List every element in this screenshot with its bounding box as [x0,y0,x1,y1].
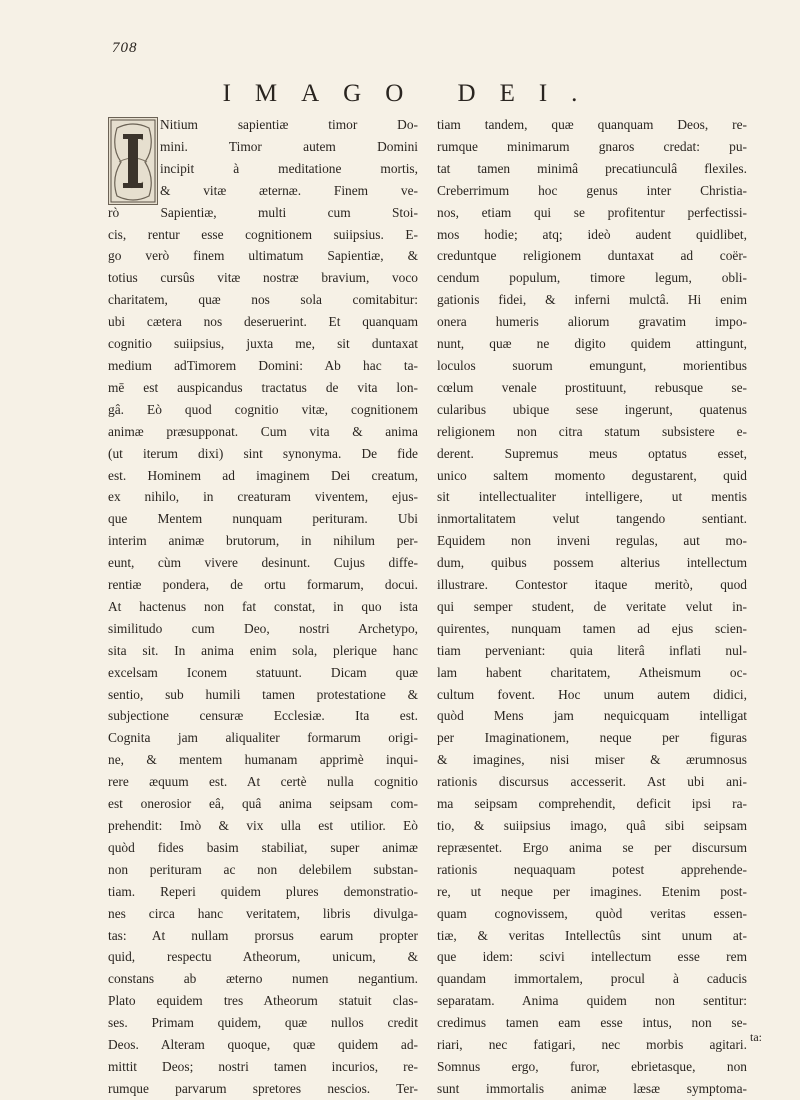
text-line: Somnus ergo, furor, ebrietasque, non [437,1058,747,1074]
text-line: similitudo cum Deo, nostri Archetypo, [108,620,418,636]
text-line: (ut iterum dixi) sint synonyma. De fide [108,445,418,461]
text-line: tiam tandem, quæ quanquam Deos, re- [437,117,747,132]
text-line: & imagines, nisi miser & ærumnosus [437,752,747,768]
page-number: 708 [112,40,138,56]
text-line: rationis nequaquam potest apprehende- [437,861,747,877]
text-line: mos hodie; atq; ideò audent quidlibet, [437,226,747,242]
text-line: derent. Supremus meus optatus esset, [437,445,747,461]
text-line: ubi cætera nos deseruerint. Et quanquam [108,314,418,330]
text-line: nos, etiam qui se profitentur perfectissi- [437,204,747,220]
text-line: Deos. Alteram quoque, quæ quidem ad- [108,1037,418,1053]
text-line: nes circa hanc veritatem, libris divulga- [108,905,418,921]
text-line: quam cognovissem, quòd veritas essen- [437,905,747,921]
text-line: mittit Deos; nostri tamen incurios, re- [108,1058,418,1074]
text-line: gâ. Eò quod cognitio vitæ, cognitionem [108,401,418,417]
text-line: go verò finem ultimatum Sapientiæ, & [108,248,418,264]
text-line: rumque parvarum spretores nescios. Ter- [108,1080,418,1096]
text-line: medium adTimorem Domini: Ab hac ta- [108,357,418,373]
text-line: mini. Timor autem Domini [160,138,418,154]
text-line: tiam. Reperi quidem plures demonstratio- [108,883,418,899]
text-line: tas: At nullam prorsus earum propter [108,927,418,943]
text-line: cultum fovent. Hoc unum autem didici, [437,686,747,702]
text-line: est onerosior eâ, quâ anima seipsam com- [108,796,418,812]
text-line: animæ præsupponat. Cum vita & anima [108,423,418,439]
text-line: sit intellectualiter intelligere, ut mentis [437,489,747,505]
text-line: mē est auspicandus tractatus de vita lon- [108,379,418,395]
text-line: At hactenus non fat constat, in quo ista [108,598,418,614]
text-line: lam habent charitatem, Atheismum oc- [437,664,747,680]
text-line: cularibus ubique sese ingerunt, quatenus [437,401,747,417]
text-line: & vitæ æternæ. Finem ve- [160,182,418,198]
text-line: est. Hominem ad imaginem Dei creatum, [108,467,418,483]
left-column [108,114,418,1100]
text-line: tiæ, & veritas Intellectûs sint unum at- [437,927,747,943]
text-line: rere æquum est. At certè nulla cognitio [108,774,418,790]
text-line: dum, quibus possem alterius intellectum [437,555,747,571]
text-line: sita sit. In anima enim sola, plerique hanc [108,642,418,658]
text-line: Cognita jam aliqualiter formarum origi- [108,730,418,746]
text-line: rò Sapientiæ, multi cum Stoi- [108,204,418,220]
text-line: ex nihilo, in creaturam viventem, ejus- [108,489,418,505]
text-line: totius cursûs vitæ nostræ bravium, voco [108,270,418,286]
text-line: excelsam Iconem statuunt. Dicam quæ [108,664,418,680]
text-line: Nitium sapientiæ timor Do- [160,117,418,132]
text-line: riari, nec fatigari, nec morbis agitari. [437,1037,747,1053]
text-line: cendum populum, timore legum, obli- [437,270,747,286]
text-line: quid, respectu Atheorum, unicum, & [108,949,418,965]
text-line: cognitio suiipsius, juxta me, sit duntaxat [108,336,418,352]
text-line: tat tamen minimâ precatiunculâ flexiles. [437,160,747,176]
text-line: repræsentet. Ergo anima se per discursum [437,839,747,855]
catchword: ta: [750,1030,762,1044]
text-line: quandam immortalem, procul à caducis [437,971,747,987]
text-line: subjectione censuræ Ecclesiæ. Ita est. [108,708,418,724]
text-line: charitatem, quæ nos sola comitabitur: [108,292,418,308]
text-line: creduntque religionem duntaxat ad coër- [437,248,747,264]
text-line: cis, rentur esse cognitionem suiipsius. E- [108,226,418,242]
text-line: que idem: scivi intellectum esse rem [437,949,747,965]
text-line: rationis discursus accesserit. Ast ubi ani- [437,774,747,790]
text-line: rumque minimarum gnaros credat: pu- [437,138,747,154]
text-line: quirentes, nunquam tamen ad ejus scien- [437,620,747,636]
text-line: separatam. Anima quidem non sentitur: [437,993,747,1009]
text-line: rentiæ pondera, de ortu formarum, docui. [108,577,418,593]
text-line: Equidem non inveni regulas, aut mo- [437,533,747,549]
text-line: nunt, quæ ne digito quidem attingunt, [437,336,747,352]
text-line: ma seipsam comprehendit, deficit ipsi ra- [437,796,747,812]
text-line: Plato equidem tres Atheorum statuit clas- [108,993,418,1009]
text-line: inmortalitatem velut tangendo sentiant. [437,511,747,527]
text-line: re, ut neque per imagines. Etenim post- [437,883,747,899]
text-line: quòd fides basim stabiliat, super animæ [108,839,418,855]
text-line: qui semper student, de veritate velut in- [437,598,747,614]
text-line: credimus tamen eam esse intus, non se- [437,1015,747,1031]
text-line: ne, & mentem humanam apprimè inqui- [108,752,418,768]
text-line: quòd Mens jam nequicquam intelligat [437,708,747,724]
text-line: cœlum venale prostituunt, rebusque se- [437,379,747,395]
text-line: eunt, cùm vivere desinunt. Cujus diffe- [108,555,418,571]
right-column [437,114,747,1100]
text-line: sentio, sub humili tamen protestatione & [108,686,418,702]
text-line: sunt immortalis animæ læsæ symptoma- [437,1080,747,1096]
text-line: illustrare. Contestor itaque meritò, quod [437,577,747,593]
text-line: tiam perveniant: quia literâ inflati nul- [437,642,747,658]
text-line: religionem non citra statum subsistere e- [437,423,747,439]
text-line: que Mentem nunquam perituram. Ubi [108,511,418,527]
text-line: interim animæ brutorum, in nihilum per- [108,533,418,549]
text-line: unico saltem momento degustarent, quid [437,467,747,483]
text-line: tio, & suiipsius imago, quâ sibi seipsam [437,818,747,833]
text-line: prehendit: Imò & vix ulla est utilior. Eò [108,818,418,833]
text-line: ses. Primam quidem, quæ nullos credit [108,1015,418,1031]
running-title: IMAGO DEI. [222,80,602,107]
text-line: loculos suorum emungunt, morientibus [437,357,747,373]
text-line: constans ab æterno numen negantium. [108,971,418,987]
text-line: onera humeris aliorum gravatim impo- [437,314,747,330]
text-line: gationis fidei, & inferni mulctâ. Hi enim [437,292,747,308]
text-line: per Imaginationem, neque per figuras [437,730,747,746]
text-line: incipit à meditatione mortis, [160,160,418,176]
text-line: non perituram ac non delebilem substan- [108,861,418,877]
text-line: Creberrimum hoc genus inter Christia- [437,182,747,198]
